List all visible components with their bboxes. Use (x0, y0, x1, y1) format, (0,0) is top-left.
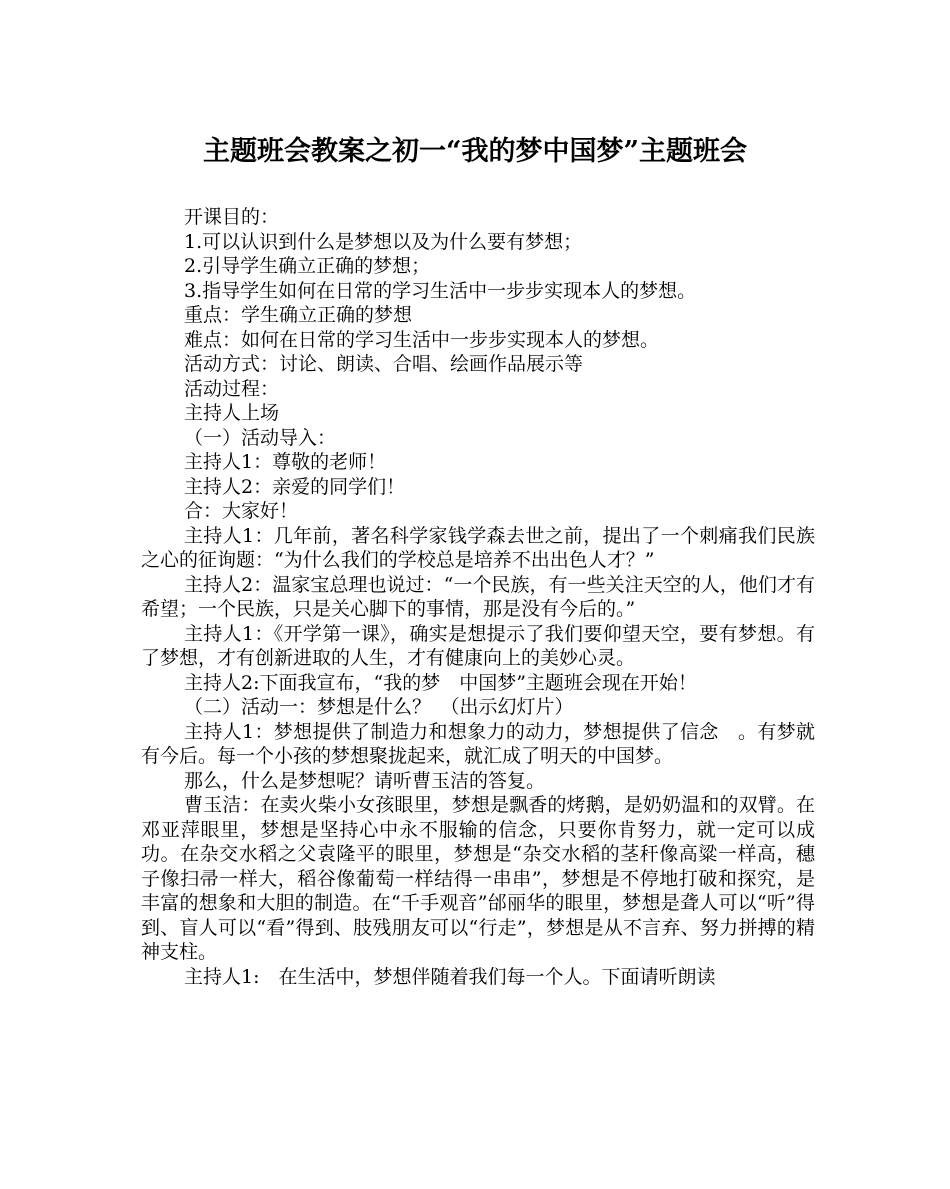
paragraph: 曹玉洁：在卖火柴小女孩眼里，梦想是飘香的烤鹅，是奶奶温和的双臂。在邓亚萍眼里，梦想是坚持心中永不服输的信念，只要你肯努力，就一定可以成功。在杂交水稻之父袁隆平的眼里，梦想是“杂交水稻的茎秆像高粱一样高，穗子像扫帚一样大，稻谷像葡萄一样结得一串串”，梦想是不停地打破和探究，是丰富的想象和大胆的制造。在“千手观音”邰丽华的眼里，梦想是聋人可以“听”得到、盲人可以“看”得到、肢残朋友可以“行走”，梦想是从不言弃、努力拼搏的精神支柱。 (141, 794, 815, 963)
document-body (141, 205, 815, 989)
paragraph: （一）活动导入： (184, 426, 337, 449)
document-title: 主题班会教案之初一“我的梦中国梦”主题班会 (202, 136, 748, 167)
paragraph: 主持人2：温家宝总理也说过：“一个民族，有一些关注天空的人，他们才有希望；一个民族，只是关心脚下的事情，那是没有今后的。” (141, 573, 815, 620)
paragraph: 2.引导学生确立正确的梦想； (184, 255, 431, 277)
paragraph: 3.指导学生如何在日常的学习生活中一步步实现本人的梦想。 (184, 279, 697, 302)
paragraph: 重点：学生确立正确的梦想 (184, 304, 413, 326)
paragraph: 主持人1：尊敬的老师！ (184, 451, 387, 473)
paragraph: 活动过程： (184, 377, 280, 400)
paragraph: 主持人2：亲爱的同学们！ (184, 475, 406, 498)
paragraph: 主持人1：《开学第一课》，确实是想提示了我们要仰望天空，要有梦想。有了梦想，才有创新进取的人生，才有健康向上的美妙心灵。 (141, 622, 815, 669)
paragraph: 主持人1：梦想提供了制造力和想象力的动力，梦想提供了信念 。有梦就有今后。每一个小孩的梦想聚拢起来，就汇成了明天的中国梦。 (141, 720, 815, 767)
paragraph: 主持人2:下面我宣布，“我的梦 中国梦”主题班会现在开始！ (184, 671, 697, 694)
paragraph: 难点：如何在日常的学习生活中一步步实现本人的梦想。 (184, 328, 660, 351)
paragraph: 合：大家好！ (184, 500, 299, 522)
paragraph: 主持人上场 (184, 402, 280, 424)
paragraph: 那么，什么是梦想呢？请听曹玉洁的答复。 (184, 769, 546, 792)
paragraph: （二）活动一：梦想是什么？ （出示幻灯片） (184, 696, 574, 718)
paragraph: 开课目的： (184, 206, 280, 228)
paragraph: 活动方式：讨论、朗读、合唱、绘画作品展示等 (184, 353, 584, 375)
paragraph: 主持人1: 在生活中，梦想伴随着我们每一个人。下面请听朗读 (184, 965, 716, 988)
paragraph: 1.可以认识到什么是梦想以及为什么要有梦想； (184, 230, 583, 253)
paragraph: 主持人1：几年前，著名科学家钱学森去世之前，提出了一个刺痛我们民族之心的征询题：“为什么我们的学校总是培养不出出色人才？” (141, 524, 815, 571)
